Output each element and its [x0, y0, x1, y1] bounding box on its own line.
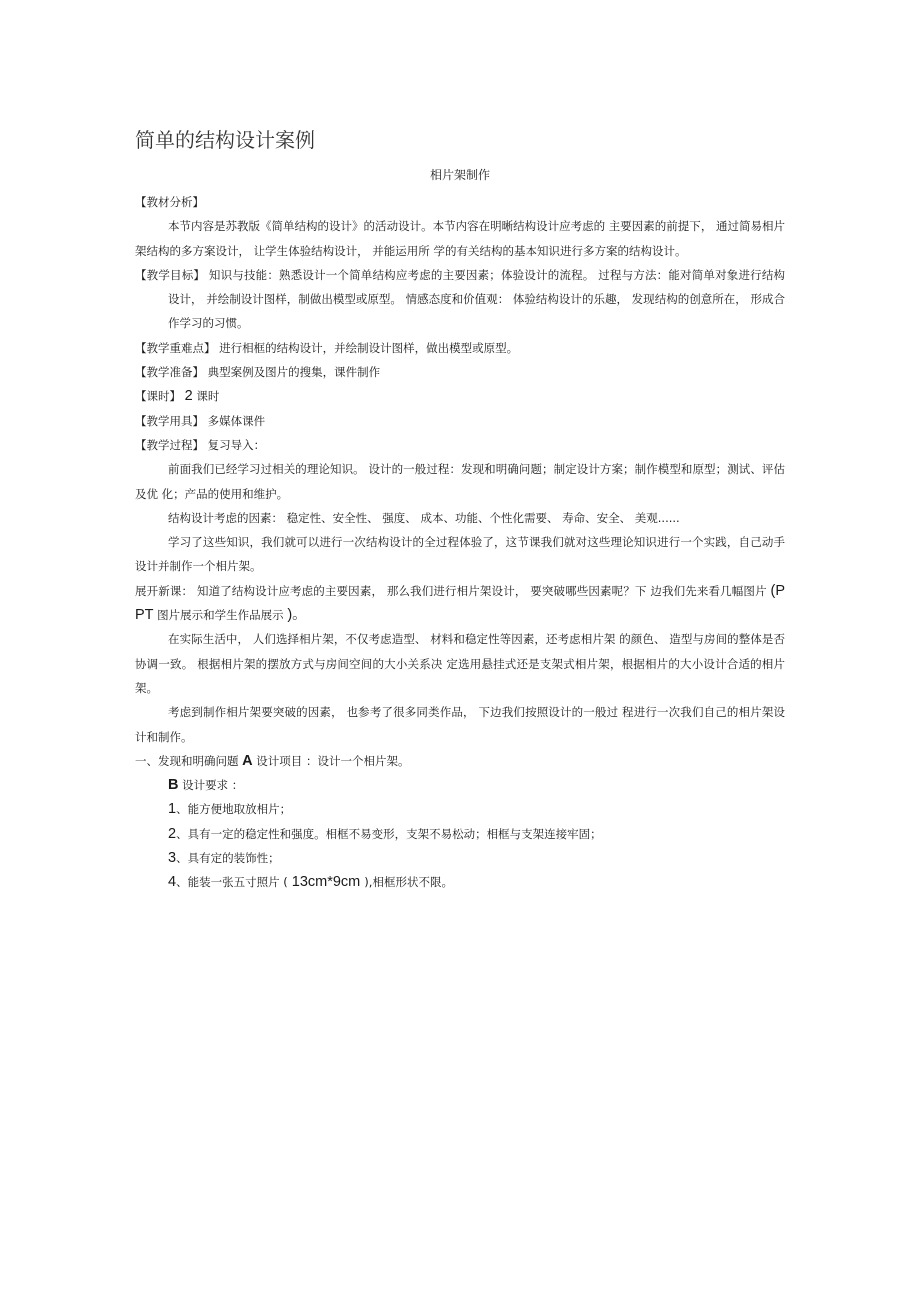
- requirement-text: 、具有定的装饰性；: [176, 851, 280, 866]
- requirement-number: 2: [168, 825, 177, 842]
- ppt-close: )。: [287, 607, 307, 624]
- keypoints-paragraph: [135, 336, 785, 360]
- step-one-label: 一、发现和明确问题: [135, 753, 243, 768]
- practice-paragraph: 学习了这些知识，我们就可以进行一次结构设计的全过程体验了，这节课我们就对这些理论知识进行一个实践，自己动手设计并制作一个相片架。: [135, 535, 785, 574]
- step-one-line: [135, 749, 785, 773]
- requirement-number: 3: [168, 850, 177, 867]
- document-subtitle: 相片架制作: [429, 168, 490, 182]
- analysis-paragraph: 本节内容是苏教版《简单结构的设计》的活动设计。本节内容在明晰结构设计应考虑的 主要因素的前提下， 通过简易相片架结构的多方案设计， 让学生体验结构设计， 并能运用所 学的有关结构的基本知识进行多方案的结构设计。: [135, 219, 785, 258]
- prep-heading: 【教学准备】: [135, 365, 204, 380]
- ppt-label: (PPT: [135, 582, 785, 624]
- goals-text: 知识与技能：熟悉设计一个简单结构应考虑的主要因素；体验设计的流程。 过程与方法：能对简单对象进行结构设计， 并绘制设计图样，制做出模型或原型。 情感态度和价值观： 体验结构设计的乐趣， 发现结构的创意所在， 形成合作学习的习惯。: [168, 267, 785, 331]
- review-paragraph: 前面我们已经学习过相关的理论知识。 设计的一般过程：发现和明确问题；制定设计方案；制作模型和原型；测试、评估及优 化；产品的使用和维护。: [135, 462, 785, 501]
- ppt-description: 图片展示和学生作品展示: [153, 608, 288, 623]
- tools-heading: 【教学用具】: [135, 413, 204, 428]
- requirements-label: 设计要求 ：: [178, 778, 244, 793]
- design-intro-paragraph: 考虑到制作相片架要突破的因素， 也参考了很多同类作品， 下边我们按照设计的一般过 程进行一次我们自己的相片架设计和制作。: [135, 705, 785, 744]
- process-text: 复习导入：: [204, 437, 266, 452]
- requirement-text: 、能装一张五寸照片 (: [176, 875, 288, 890]
- hours-heading: 【课时】: [135, 389, 181, 404]
- requirements-line: [135, 773, 785, 797]
- factors-paragraph: 结构设计考虑的因素： 稳定性、安全性、 强度、 成本、功能、个性化需要、 寿命、安全、 美观......: [168, 510, 680, 525]
- goals-paragraph: [135, 263, 785, 336]
- analysis-heading: 【教材分析】: [135, 195, 204, 209]
- document-body: [135, 190, 785, 895]
- hours-number: 2: [184, 388, 193, 405]
- keypoints-text: 进行相框的结构设计，并绘制设计图样，做出模型或原型。: [215, 340, 519, 355]
- goals-heading: 【教学目标】: [135, 267, 206, 282]
- hours-paragraph: [135, 384, 785, 408]
- requirement-item: [135, 797, 785, 821]
- process-heading: 【教学过程】: [135, 437, 204, 452]
- requirements-letter: B: [168, 777, 179, 794]
- tools-text: 多媒体课件: [204, 413, 266, 428]
- requirement-text: 、具有一定的稳定性和强度。相框不易变形，支架不易松动；相框与支架连接牢固；: [176, 826, 602, 841]
- requirement-text-end: ),相框形状不限。: [364, 875, 453, 890]
- requirement-item: [135, 822, 785, 846]
- requirement-item: [135, 870, 785, 894]
- document-title: 简单的结构设计案例: [135, 128, 315, 152]
- hours-unit: 课时: [196, 389, 220, 404]
- keypoints-heading: 【教学重难点】: [135, 340, 216, 355]
- step-one-project: 设计项目 ：设计一个相片架。: [252, 753, 410, 768]
- new-lesson-text: 展开新课： 知道了结构设计应考虑的主要因素， 那么我们进行相片架设计， 要突破哪些因素呢？下 边我们先来看几幅图片: [135, 583, 771, 598]
- requirement-item: [135, 846, 785, 870]
- process-paragraph: [135, 433, 785, 457]
- step-one-letter: A: [242, 752, 253, 769]
- requirement-number: 1: [168, 801, 177, 818]
- new-lesson-paragraph: [135, 579, 785, 628]
- prep-paragraph: [135, 360, 785, 384]
- photo-size: 13cm*9cm: [287, 874, 365, 891]
- requirement-text: 、能方便地取放相片；: [176, 802, 292, 817]
- requirement-number: 4: [168, 874, 177, 891]
- prep-text: 典型案例及图片的搜集，课件制作: [204, 365, 381, 380]
- real-life-paragraph: 在实际生活中， 人们选择相片架，不仅考虑造型、 材料和稳定性等因素，还考虑相片架 的颜色、 造型与房间的整体是否协调一致。 根据相片架的摆放方式与房间空间的大小关系决 定选用悬挂式还是支架式相片架，根据相片的大小设计合适的相片架。: [135, 632, 785, 695]
- tools-paragraph: [135, 409, 785, 433]
